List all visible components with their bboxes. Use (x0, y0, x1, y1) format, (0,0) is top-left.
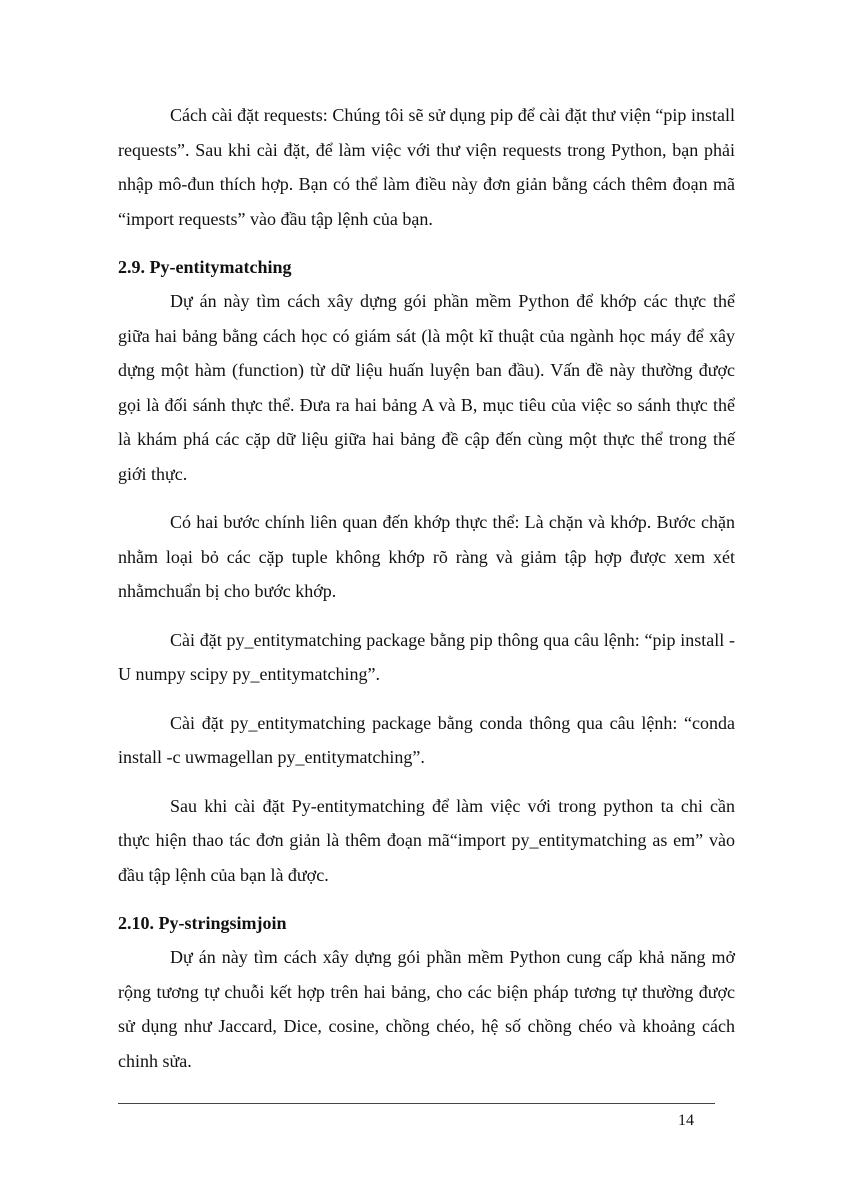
page-body (118, 98, 735, 1092)
paragraph: Cài đặt py_entitymatching package bằng pip thông qua câu lệnh: “pip install -U numpy scipy py_entitymatching”. (118, 629, 735, 684)
section-heading: 2.9. Py-entitymatching (118, 257, 292, 277)
paragraph: Có hai bước chính liên quan đến khớp thực thể: Là chặn và khớp. Bước chặn nhằm loại bỏ các cặp tuple không khớp rõ ràng và giảm tập hợp được xem xét nhằmchuẩn bị cho bước khớp. (118, 512, 735, 601)
footer-rule (118, 1103, 715, 1104)
paragraph: Sau khi cài đặt Py-entitymatching để làm việc với trong python ta chi cần thực hiện thao tác đơn giản là thêm đoạn mã“import py_entitymatching as em” vào đầu tập lệnh của bạn là được. (118, 795, 735, 885)
paragraph: Cách cài đặt requests: Chúng tôi sẽ sử dụng pip để cài đặt thư viện “pip install requests”. Sau khi cài đặt, để làm việc với thư viện requests trong Python, bạn phải nhập mô-đun thích hợp. Bạn có thể làm điều này đơn giản bằng cách thêm đoạn mã “import requests” vào đầu tập lệnh của bạn. (118, 105, 735, 229)
paragraph: Cài đặt py_entitymatching package bằng conda thông qua câu lệnh: “conda install -c uwmagellan py_entitymatching”. (118, 712, 735, 767)
paragraph: Dự án này tìm cách xây dựng gói phần mềm Python để khớp các thực thể giữa hai bảng bằng cách học có giám sát (là một kĩ thuật của ngành học máy để xây dựng một hàm (function) từ dữ liệu huấn luyện ban đầu). Vấn đề này thường được gọi là đối sánh thực thể. Đưa ra hai bảng A và B, mục tiêu của việc so sánh thực thể là khám phá các cặp dữ liệu giữa hai bảng đề cập đến cùng một thực thể trong thế giới thực. (118, 291, 735, 484)
section-heading: 2.10. Py-stringsimjoin (118, 913, 287, 933)
paragraph: Dự án này tìm cách xây dựng gói phần mềm Python cung cấp khả năng mở rộng tương tự chuỗi kết hợp trên hai bảng, cho các biện pháp tương tự thường được sử dụng như Jaccard, Dice, cosine, chồng chéo, hệ số chồng chéo và khoảng cách chinh sửa. (118, 947, 735, 1071)
page-number: 14 (678, 1112, 694, 1129)
